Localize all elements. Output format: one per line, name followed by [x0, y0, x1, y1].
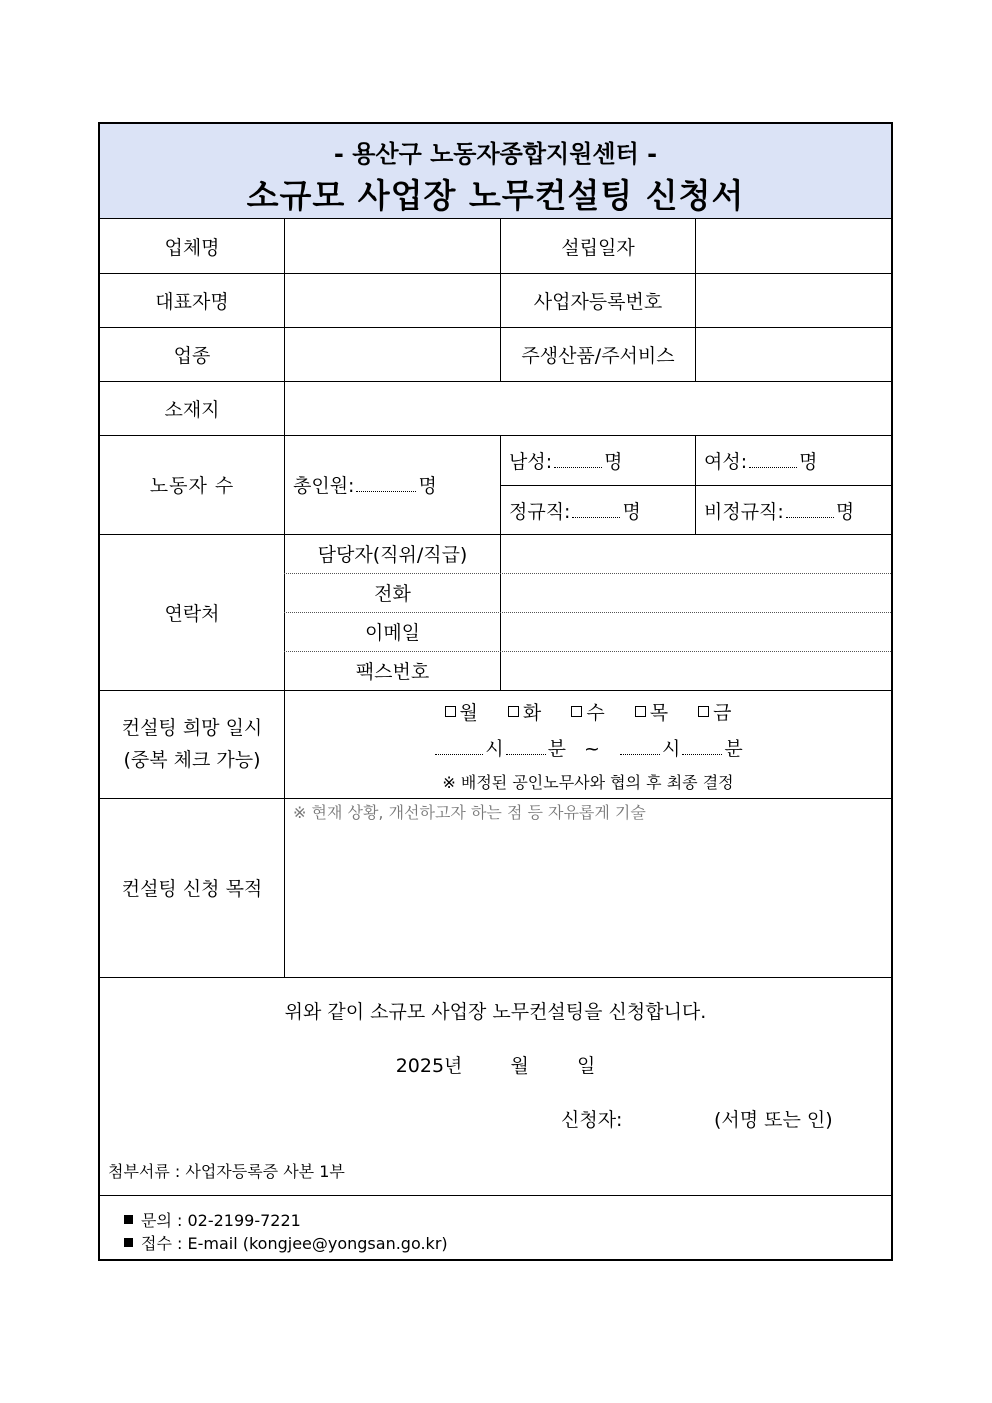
workers-label: 노동자 수 [149, 475, 235, 497]
contact-email-input[interactable] [501, 612, 891, 651]
regular-workers-blank[interactable] [572, 503, 620, 518]
industry-label: 업종 [173, 344, 211, 367]
end-hour-blank[interactable] [620, 740, 660, 755]
day-option-mon[interactable]: 월 [445, 702, 478, 724]
checkbox-icon[interactable] [445, 706, 456, 717]
applicant-signature[interactable]: (서명 또는 인) [714, 1109, 833, 1131]
representative-input[interactable] [285, 273, 500, 327]
purpose-label: 컨설팅 신청 목적 [121, 878, 263, 900]
irregular-workers-blank[interactable] [786, 503, 834, 518]
main-product-label: 주생산품/주서비스 [521, 344, 675, 367]
purpose-input[interactable] [285, 798, 891, 977]
business-reg-no-label: 사업자등록번호 [533, 290, 663, 313]
form-subtitle: - 용산구 노동자종합지원센터 - [333, 140, 658, 168]
start-minute-blank[interactable] [506, 740, 546, 755]
irregular-workers-field[interactable] [696, 486, 899, 534]
total-workers-label: 총인원: [293, 475, 355, 497]
male-workers-field[interactable] [501, 435, 703, 485]
main-product-input[interactable] [696, 327, 891, 381]
day-option-fri[interactable]: 금 [698, 702, 731, 724]
location-input[interactable] [285, 381, 891, 435]
form-footer [100, 1196, 891, 1259]
male-workers-blank[interactable] [554, 453, 602, 468]
purpose-hint: ※ 현재 상황, 개선하고자 하는 점 등 자유롭게 기술 [293, 803, 646, 822]
day-option-wed[interactable]: 수 [571, 702, 604, 724]
square-bullet-icon [124, 1238, 133, 1247]
inquiry-info: 문의 : 02-2199-7221 [124, 1208, 301, 1231]
declaration-date: 2025년 월 일 [395, 1055, 596, 1077]
representative-label: 대표자명 [155, 290, 229, 313]
contact-person-input[interactable] [501, 534, 891, 573]
regular-workers-field[interactable] [501, 486, 703, 534]
start-hour-blank[interactable] [435, 740, 483, 755]
female-workers-label: 여성: [704, 450, 748, 473]
irregular-workers-unit: 명 [835, 500, 855, 523]
male-workers-label: 남성: [509, 450, 553, 473]
declaration-area [100, 977, 891, 1195]
form-title: 소규모 사업장 노무컨설팅 신청서 [246, 176, 745, 215]
company-name-label: 업체명 [164, 236, 220, 259]
business-reg-no-input[interactable] [696, 273, 891, 327]
total-workers-unit: 명 [418, 475, 437, 497]
schedule-area [285, 690, 891, 798]
day-checkboxes [285, 698, 891, 725]
contact-fax-input[interactable] [501, 651, 891, 690]
schedule-label [100, 690, 284, 798]
declaration-statement: 위와 같이 소규모 사업장 노무컨설팅을 신청합니다. [284, 1001, 707, 1023]
day-option-thu[interactable]: 목 [635, 702, 668, 724]
schedule-label-line1: 컨설팅 희망 일시 [121, 717, 263, 739]
regular-workers-unit: 명 [622, 500, 641, 523]
checkbox-icon[interactable] [508, 706, 519, 717]
time-range: 시 분 ~ 시 분 [285, 734, 891, 761]
industry-input[interactable] [285, 327, 500, 381]
irregular-workers-label: 비정규직: [704, 500, 784, 523]
total-workers-field[interactable] [285, 435, 508, 534]
schedule-note: ※ 배정된 공인노무사와 협의 후 최종 결정 [442, 773, 734, 792]
established-date-label: 설립일자 [561, 236, 635, 259]
contact-phone-input[interactable] [501, 573, 891, 612]
end-minute-blank[interactable] [682, 740, 722, 755]
square-bullet-icon [124, 1215, 133, 1224]
female-workers-field[interactable] [696, 435, 899, 485]
schedule-label-line2: (중복 체크 가능) [123, 749, 261, 771]
male-workers-unit: 명 [604, 450, 623, 473]
contact-person-label: 담당자(직위/직급) [317, 544, 468, 566]
applicant-label: 신청자: [561, 1109, 623, 1131]
checkbox-icon[interactable] [698, 706, 709, 717]
company-name-input[interactable] [285, 219, 500, 273]
contact-email-label: 이메일 [364, 622, 421, 644]
female-workers-blank[interactable] [749, 453, 797, 468]
location-label: 소재지 [164, 398, 220, 421]
regular-workers-label: 정규직: [509, 500, 571, 523]
contact-fax-label: 팩스번호 [355, 661, 430, 683]
submit-info: 접수 : E-mail (kongjee@yongsan.go.kr) [124, 1231, 448, 1254]
attachment-note: 첨부서류 : 사업자등록증 사본 1부 [108, 1162, 345, 1181]
contact-label: 연락처 [164, 602, 220, 625]
established-date-input[interactable] [696, 219, 891, 273]
total-workers-blank[interactable] [356, 477, 416, 492]
contact-phone-label: 전화 [374, 583, 411, 605]
checkbox-icon[interactable] [571, 706, 582, 717]
female-workers-unit: 명 [799, 450, 818, 473]
checkbox-icon[interactable] [635, 706, 646, 717]
application-form [98, 122, 893, 1261]
day-option-tue[interactable]: 화 [508, 702, 541, 724]
form-header [100, 124, 891, 219]
